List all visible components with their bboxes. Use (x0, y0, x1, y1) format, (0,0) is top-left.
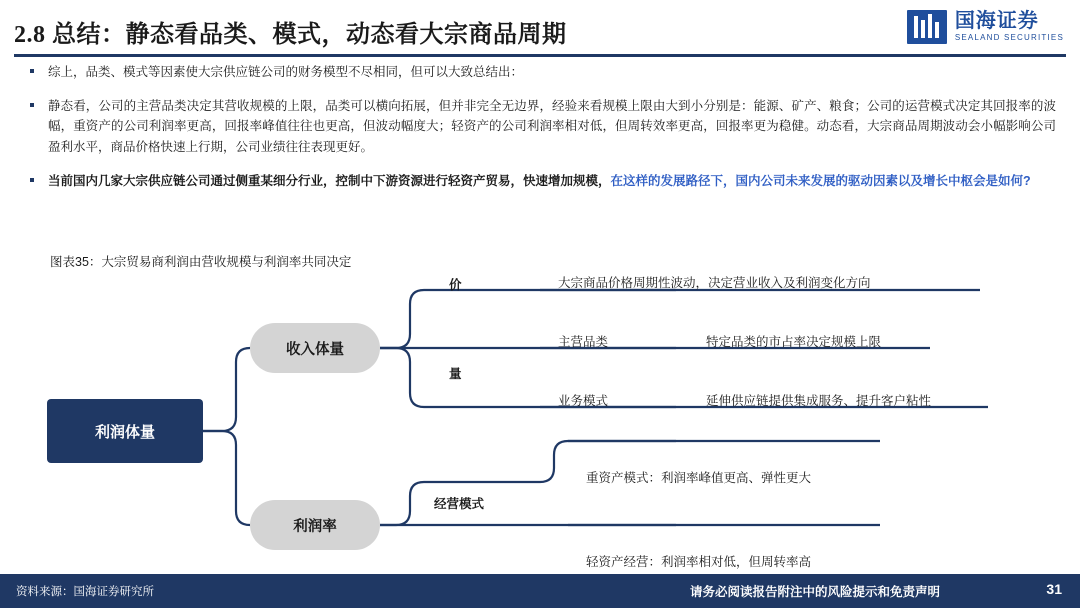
diagram-node-revenue-volume: 收入体量 (250, 323, 380, 373)
footer-disclaimer: 请务必阅读报告附注中的风险提示和免责声明 (690, 585, 941, 599)
diagram-text-category-key: 主营品类 (558, 335, 609, 349)
bullet-lead-text: 当前国内几家大宗供应链公司通过侧重某细分行业，控制中下游资源进行轻资产贸易，快速增加规模， (48, 173, 611, 188)
diagram-text-price-desc: 大宗商品价格周期性波动，决定营业收入及利润变化方向 (558, 276, 871, 290)
bullet-item: 静态看，公司的主营品类决定其营收规模的上限，品类可以横向拓展，但并非完全无边界，经验来看规模上限由大到小分别是：能源、矿产、粮食；公司的运营模式决定其回报率的波幅，重资产的公司利润率更高，回报率峰值往往也更高，但波动幅度大；轻资产的公司利润率相对低，但周转效率更高，回报率更为稳健。动态看，大宗商品周期波动会小幅影响公司盈利水平，商品价格快速上行期，公司业绩往往表现更好。 (26, 96, 1056, 158)
logo-name-en: SEALAND SECURITIES (954, 33, 1064, 43)
diagram-node-profit-margin: 利润率 (250, 500, 380, 550)
footer-source: 资料来源：国海证券研究所 (16, 586, 154, 598)
header-divider (14, 54, 1066, 57)
diagram-text-light-asset: 轻资产经营：利润率相对低，但周转率高 (586, 555, 812, 569)
bullet-list (26, 62, 1056, 204)
figure-diagram (0, 268, 1080, 569)
diagram-text-business-desc: 延伸供应链提供集成服务、提升客户粘性 (706, 394, 932, 408)
page-title: 2.8 总结：静态看品类、模式，动态看大宗商品周期 (14, 22, 567, 48)
diagram-label-volume: 量 (449, 367, 462, 381)
diagram-node-profit-volume: 利润体量 (47, 399, 203, 463)
logo-mark-icon (907, 10, 947, 44)
bullet-item: 综上，品类、模式等因素使大宗供应链公司的财务模型不尽相同，但可以大致总结出： (26, 62, 1056, 83)
page-number: 31 (1046, 581, 1062, 597)
logo-text (955, 11, 1064, 42)
logo-name-cn: 国海证券 (954, 10, 1039, 33)
slide-footer (0, 574, 1080, 608)
diagram-text-business-key: 业务模式 (558, 394, 609, 408)
bullet-item-highlighted (26, 171, 1056, 192)
diagram-text-category-desc: 特定品类的市占率决定规模上限 (706, 335, 882, 349)
bullet-highlight-text: 在这样的发展路径下，国内公司未来发展的驱动因素以及增长中枢会是如何? (610, 173, 1031, 188)
diagram-text-heavy-asset: 重资产模式：利润率峰值更高、弹性更大 (586, 471, 812, 485)
slide-header (0, 0, 1080, 58)
company-logo (907, 10, 1064, 44)
diagram-label-price: 价 (449, 278, 462, 292)
diagram-label-operating-model: 经营模式 (434, 497, 485, 511)
figure-caption: 图表35：大宗贸易商利润由营收规模与利润率共同决定 (50, 255, 352, 269)
